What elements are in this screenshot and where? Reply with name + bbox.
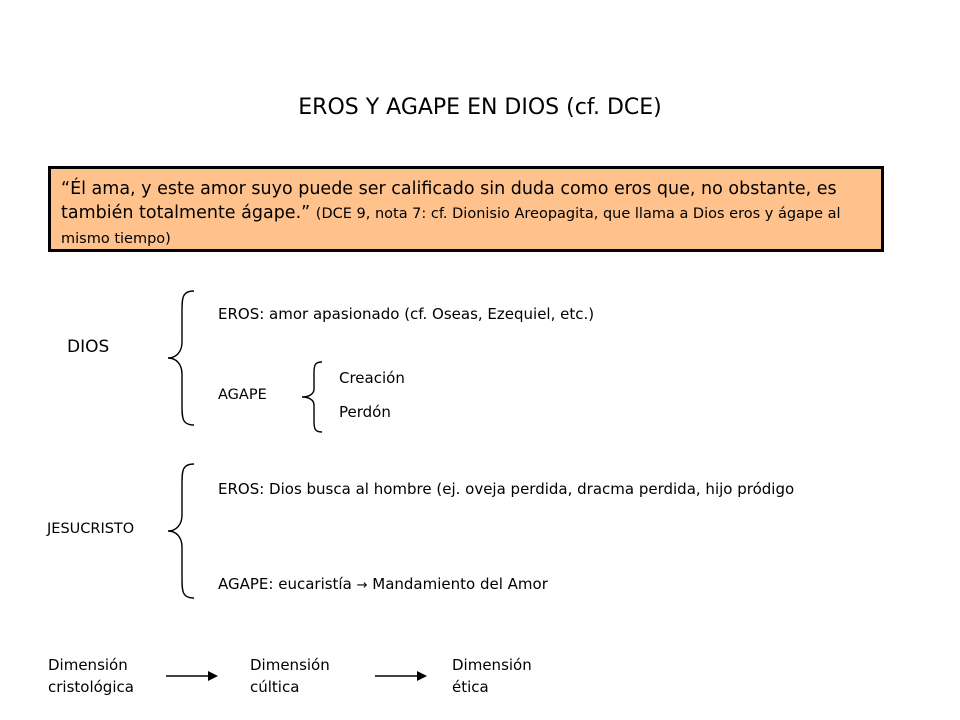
agape-brace bbox=[300, 361, 324, 433]
dimension-line1: Dimensión bbox=[48, 656, 128, 674]
dimension-etica bbox=[452, 654, 532, 698]
dimension-cristologica bbox=[48, 654, 134, 698]
dimension-line1: Dimensión bbox=[452, 656, 532, 674]
agape-item-creacion: Creación bbox=[339, 369, 405, 387]
quote-box bbox=[48, 166, 884, 252]
dimension-line1: Dimensión bbox=[250, 656, 330, 674]
dimension-line2: ética bbox=[452, 678, 489, 696]
jesucristo-label: JESUCRISTO bbox=[47, 521, 135, 537]
agape-item-perdon: Perdón bbox=[339, 403, 391, 421]
jesucristo-agape-text: AGAPE: eucaristía bbox=[218, 575, 352, 593]
page-title: EROS Y AGAPE EN DIOS (cf. DCE) bbox=[298, 95, 662, 120]
jesucristo-agape bbox=[218, 573, 548, 597]
dios-brace bbox=[166, 290, 196, 426]
dimension-cultica bbox=[250, 654, 330, 698]
quote-note: (DCE 9, nota 7: cf. Dionisio Areopagita, que llama a Dios eros y ágape al mismo tiempo) bbox=[61, 206, 841, 247]
dimension-line2: cristológica bbox=[48, 678, 134, 696]
jesucristo-agape-target: Mandamiento del Amor bbox=[372, 575, 548, 593]
quote-text: “Él ama, y este amor suyo puede ser calificado sin duda como eros que, no obstante, es también totalmente ágape.” bbox=[61, 179, 837, 223]
dios-agape: AGAPE bbox=[218, 387, 267, 403]
arrow-right-icon bbox=[375, 670, 427, 682]
dios-eros: EROS: amor apasionado (cf. Oseas, Ezequiel, etc.) bbox=[218, 305, 595, 323]
right-arrow-icon: → bbox=[356, 578, 368, 593]
dimension-line2: cúltica bbox=[250, 678, 300, 696]
dios-label: DIOS bbox=[67, 337, 110, 357]
jesucristo-eros: EROS: Dios busca al hombre (ej. oveja perdida, dracma perdida, hijo pródigo bbox=[218, 480, 795, 498]
jesucristo-brace bbox=[166, 463, 196, 599]
arrow-right-icon bbox=[166, 670, 218, 682]
